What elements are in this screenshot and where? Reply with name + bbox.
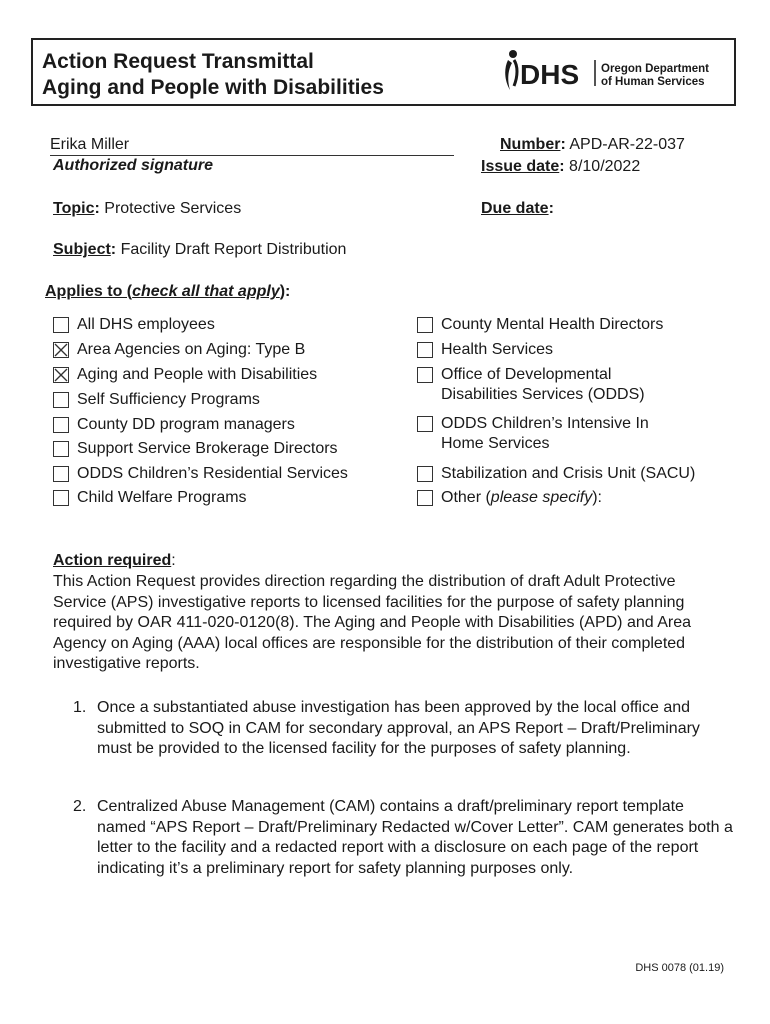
topic-label: Topic xyxy=(53,200,95,217)
applies-emphasis: check all that apply xyxy=(132,283,280,300)
checkbox-label: County DD program managers xyxy=(77,416,295,433)
checkbox-row[interactable] xyxy=(53,365,317,385)
checkbox-row[interactable] xyxy=(53,415,295,435)
other-label-start: Other ( xyxy=(441,489,491,506)
list-text: Centralized Abuse Management (CAM) contains a draft/preliminary report template named “APS Report – Draft/Preliminary Redacted w/Cover Letter”. CAM generates both a letter to the facility and a redacted report with a disclosure on each page of the report indicating it’s a preliminary report for safety planning purposes only. xyxy=(97,798,733,877)
checkbox-row[interactable] xyxy=(53,390,260,410)
checkbox-row[interactable] xyxy=(53,439,338,459)
action-intro-paragraph: This Action Request provides direction regarding the distribution of draft Adult Protective Service (APS) investigative reports to licensed facilities for the purpose of safety planning required by OAR 411-020-0120(8). The Aging and People with Disabilities (APD) and Area Agency on Aging (AAA) local offices are responsible for the distribution of their completed investigative reports. xyxy=(53,573,691,672)
checkbox-label-line-2: Home Services xyxy=(441,435,550,452)
checkbox-label-line-2: Disabilities Services (ODDS) xyxy=(441,386,645,403)
checkbox-row[interactable] xyxy=(417,414,649,454)
checkbox-label: Child Welfare Programs xyxy=(77,489,247,506)
list-number: 2. xyxy=(73,798,87,815)
checkbox-label-line-1: Office of Developmental xyxy=(441,366,612,383)
checkbox[interactable] xyxy=(53,490,69,506)
other-label-end: ): xyxy=(592,489,602,506)
topic-value: Protective Services xyxy=(104,200,242,217)
checkbox[interactable] xyxy=(53,392,69,408)
header-box xyxy=(31,38,736,106)
checkbox[interactable] xyxy=(417,490,433,506)
checkbox-checked[interactable] xyxy=(53,342,69,358)
checkbox[interactable] xyxy=(417,317,433,333)
checkbox-label: Support Service Brokerage Directors xyxy=(77,440,338,457)
x-mark-icon xyxy=(54,343,68,357)
title-line-1: Action Request Transmittal xyxy=(42,50,314,73)
checkbox-label: Aging and People with Disabilities xyxy=(77,366,318,383)
other-label-emphasis: please specify xyxy=(490,489,593,506)
number-label: Number xyxy=(500,136,561,153)
action-required-colon: : xyxy=(171,552,176,569)
title-line-2: Aging and People with Disabilities xyxy=(42,76,384,99)
checkbox-checked[interactable] xyxy=(53,367,69,383)
checkbox-label: ODDS Children’s Residential Services xyxy=(77,465,348,482)
subject-label: Subject xyxy=(53,241,111,258)
checkbox-row[interactable] xyxy=(417,488,602,508)
logo-dept-line-1: Oregon Department xyxy=(601,63,709,75)
checkbox[interactable] xyxy=(417,342,433,358)
checkbox-label: Stabilization and Crisis Unit (SACU) xyxy=(441,465,696,482)
logo-dept-line-2: of Human Services xyxy=(601,76,705,88)
document-title xyxy=(42,49,384,101)
checkbox[interactable] xyxy=(417,367,433,383)
checkbox-row[interactable] xyxy=(417,315,663,335)
action-required-title: Action required xyxy=(53,552,172,569)
list-text: Once a substantiated abuse investigation has been approved by the local office and submitted to SOQ in CAM for secondary approval, an APS Report – Draft/Preliminary must be provided to the licensed facility for the purposes of safety planning. xyxy=(97,699,700,757)
dhs-logo xyxy=(502,46,722,98)
action-required-heading xyxy=(53,552,176,570)
checkbox-row[interactable] xyxy=(53,340,305,360)
form-number: DHS 0078 (01.19) xyxy=(635,962,724,974)
signature-name: Erika Miller xyxy=(50,136,454,156)
checkbox-row[interactable] xyxy=(417,464,695,484)
checkbox-label: Area Agencies on Aging: Type B xyxy=(77,341,306,358)
checkbox-label xyxy=(441,414,649,454)
dhs-logo-icon xyxy=(502,46,722,98)
checkbox-label-line-1: ODDS Children’s Intensive In xyxy=(441,415,649,432)
subject-field: Subject: Facility Draft Report Distribution xyxy=(53,241,347,258)
applies-heading xyxy=(45,283,290,301)
due-date-field: Due date: xyxy=(481,200,554,217)
checkbox[interactable] xyxy=(417,466,433,482)
checkbox-label xyxy=(441,365,645,405)
checkbox[interactable] xyxy=(417,416,433,432)
issue-date-label: Issue date xyxy=(481,158,560,175)
issue-date-field: Issue date: 8/10/2022 xyxy=(481,158,641,175)
number-field: Number: APD-AR-22-037 xyxy=(500,136,685,153)
due-date-label: Due date xyxy=(481,200,549,217)
checkbox-label: County Mental Health Directors xyxy=(441,316,664,333)
checkbox-row[interactable] xyxy=(53,488,247,508)
x-mark-icon xyxy=(54,368,68,382)
checkbox-label: All DHS employees xyxy=(77,316,215,333)
checkbox-row[interactable] xyxy=(53,315,215,335)
applies-prefix: Applies to ( xyxy=(45,283,133,300)
issue-date-value: 8/10/2022 xyxy=(569,158,641,175)
list-number: 1. xyxy=(73,699,87,716)
checkbox-label xyxy=(441,488,602,508)
topic-field: Topic: Protective Services xyxy=(53,200,242,217)
checkbox-label: Self Sufficiency Programs xyxy=(77,391,260,408)
subject-value: Facility Draft Report Distribution xyxy=(120,241,347,258)
logo-text: DHS xyxy=(520,59,580,90)
checkbox-row[interactable] xyxy=(417,340,553,360)
number-value: APD-AR-22-037 xyxy=(569,136,685,153)
checkbox[interactable] xyxy=(53,417,69,433)
checkbox[interactable] xyxy=(53,466,69,482)
checkbox-row[interactable] xyxy=(417,365,645,405)
checkbox[interactable] xyxy=(53,317,69,333)
checkbox-row[interactable] xyxy=(53,464,348,484)
checkbox-label: Health Services xyxy=(441,341,554,358)
checkbox[interactable] xyxy=(53,441,69,457)
applies-suffix: ): xyxy=(279,283,291,300)
signature-label: Authorized signature xyxy=(53,157,214,174)
